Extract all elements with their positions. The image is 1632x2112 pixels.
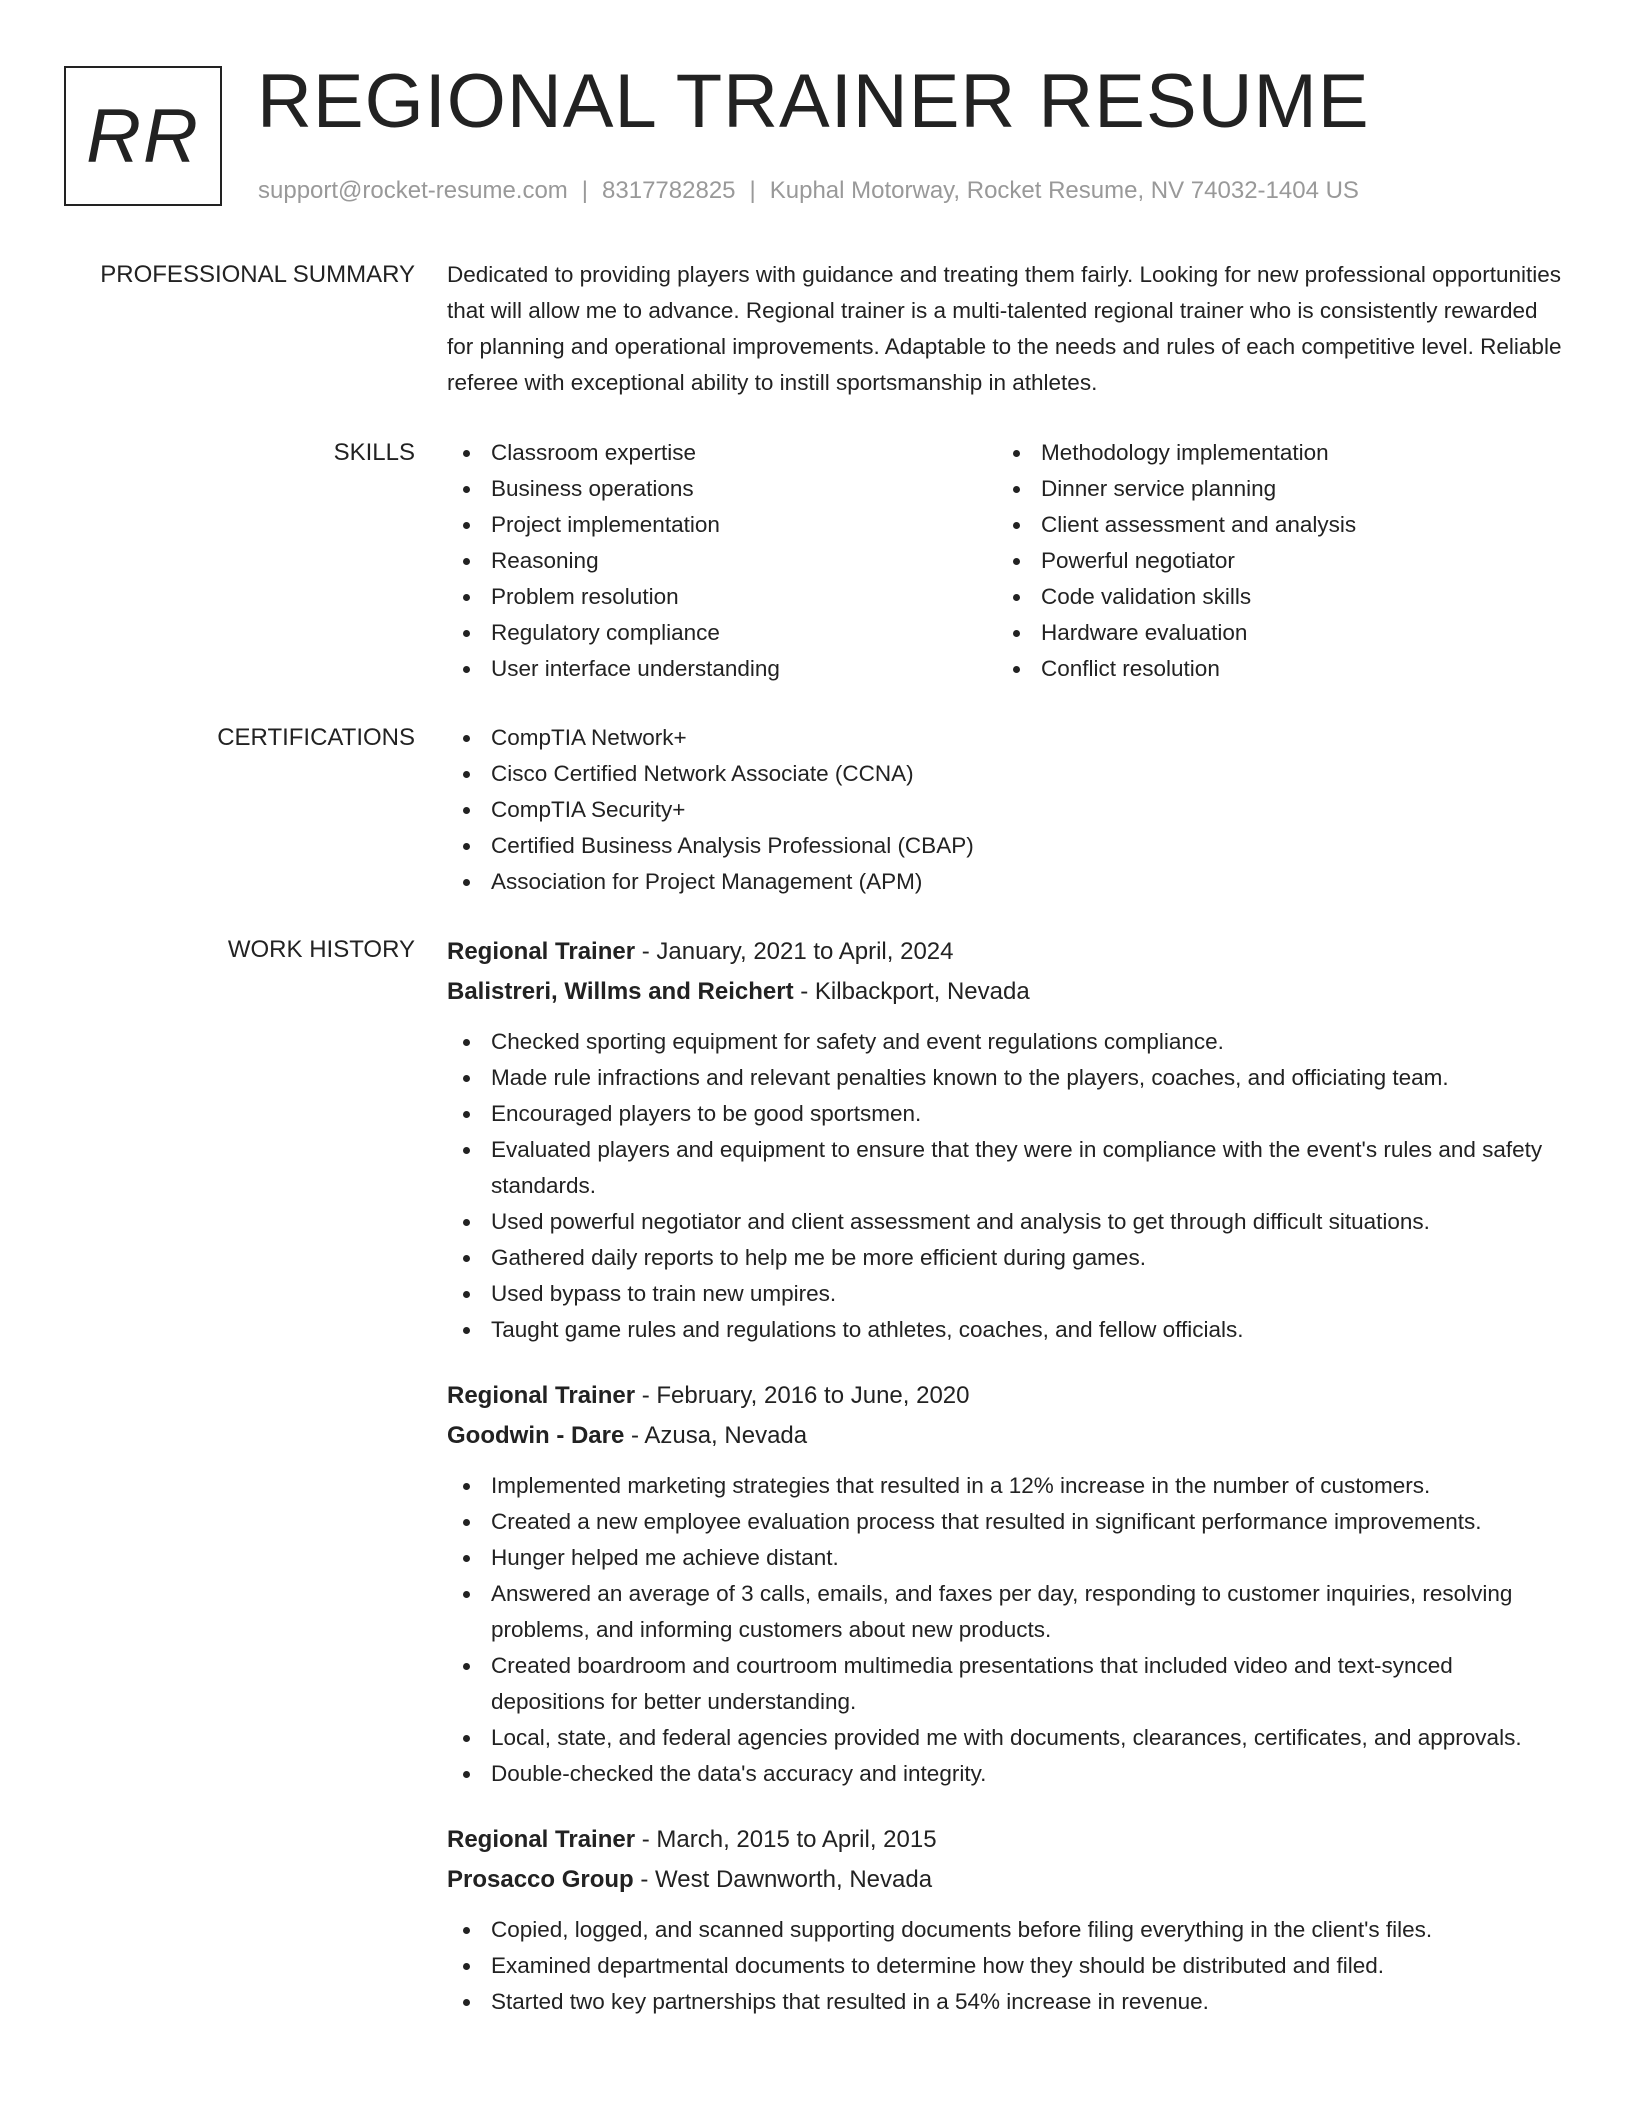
skill-item: Problem resolution	[447, 579, 997, 615]
section-label-skills: SKILLS	[333, 439, 415, 466]
skill-item: Client assessment and analysis	[997, 507, 1547, 543]
job-company-line	[447, 972, 1567, 1012]
job-entry	[447, 1376, 1567, 1792]
job-title-line	[447, 1820, 1567, 1860]
job-company-line	[447, 1416, 1567, 1456]
job-duty: Checked sporting equipment for safety and event regulations compliance.	[447, 1024, 1567, 1060]
contact-line	[258, 176, 1359, 206]
section-label-summary: PROFESSIONAL SUMMARY	[100, 261, 415, 288]
job-duty: Evaluated players and equipment to ensure that they were in compliance with the event's rules and safety standards.	[447, 1132, 1567, 1204]
contact-separator: |	[749, 177, 756, 204]
job-duty: Used bypass to train new umpires.	[447, 1276, 1567, 1312]
job-company: Prosacco Group	[447, 1866, 634, 1893]
job-title: Regional Trainer	[447, 938, 636, 965]
contact-phone: 8317782825	[602, 177, 736, 204]
job-company: Balistreri, Willms and Reichert	[447, 978, 794, 1005]
job-duty: Copied, logged, and scanned supporting documents before filing everything in the client's files.	[447, 1912, 1567, 1948]
job-duty: Local, state, and federal agencies provided me with documents, clearances, certificates, and approvals.	[447, 1720, 1567, 1756]
section-label-work-history: WORK HISTORY	[227, 936, 415, 963]
job-duty: Created boardroom and courtroom multimedia presentations that included video and text-synced depositions for better understanding.	[447, 1648, 1567, 1720]
job-duty: Answered an average of 3 calls, emails, and faxes per day, responding to customer inquiries, resolving problems, and informing customers about new products.	[447, 1576, 1567, 1648]
job-duty: Implemented marketing strategies that resulted in a 12% increase in the number of customers.	[447, 1468, 1567, 1504]
job-location: - West Dawnworth, Nevada	[633, 1866, 933, 1893]
certification-item: Cisco Certified Network Associate (CCNA)	[447, 756, 1567, 792]
certifications-list	[447, 720, 1567, 900]
job-duty: Gathered daily reports to help me be more efficient during games.	[447, 1240, 1567, 1276]
job-dates: - January, 2021 to April, 2024	[635, 938, 954, 965]
summary-text: Dedicated to providing players with guidance and treating them fairly. Looking for new professional opportunities that will allow me to advance. Regional trainer is a multi-talented regional trainer who is consistently rewarded for planning and operational improvements. Adaptable to the needs and rules of each competitive level. Reliable referee with exceptional ability to instill sportsmanship in athletes.	[447, 262, 1562, 395]
job-dates: - March, 2015 to April, 2015	[635, 1826, 937, 1853]
certification-item: Association for Project Management (APM)	[447, 864, 1567, 900]
skill-item: User interface understanding	[447, 651, 997, 687]
contact-email: support@rocket-resume.com	[258, 177, 568, 204]
skills-list-right	[997, 435, 1547, 687]
contact-address: Kuphal Motorway, Rocket Resume, NV 74032-1404 US	[769, 177, 1359, 204]
job-duties-list	[447, 1912, 1567, 2020]
monogram-box	[64, 66, 222, 206]
certification-item: Certified Business Analysis Professional (CBAP)	[447, 828, 1567, 864]
job-duty: Created a new employee evaluation process that resulted in significant performance improvements.	[447, 1504, 1567, 1540]
job-title: Regional Trainer	[447, 1382, 636, 1409]
job-duty: Used powerful negotiator and client assessment and analysis to get through difficult situations.	[447, 1204, 1567, 1240]
skill-item: Dinner service planning	[997, 471, 1547, 507]
skill-item: Project implementation	[447, 507, 997, 543]
job-duty: Taught game rules and regulations to athletes, coaches, and fellow officials.	[447, 1312, 1567, 1348]
skill-item: Conflict resolution	[997, 651, 1547, 687]
skill-item: Classroom expertise	[447, 435, 997, 471]
job-duty: Encouraged players to be good sportsmen.	[447, 1096, 1567, 1132]
skill-item: Reasoning	[447, 543, 997, 579]
section-label-certifications: CERTIFICATIONS	[217, 724, 415, 751]
job-duty: Started two key partnerships that resulted in a 54% increase in revenue.	[447, 1984, 1567, 2020]
job-title-line	[447, 1376, 1567, 1416]
skill-item: Business operations	[447, 471, 997, 507]
skill-item: Hardware evaluation	[997, 615, 1547, 651]
job-title: Regional Trainer	[447, 1826, 636, 1853]
job-title-line	[447, 932, 1567, 972]
job-entry	[447, 932, 1567, 1348]
resume-title: REGIONAL TRAINER RESUME	[257, 59, 1370, 144]
job-entry	[447, 1820, 1567, 2020]
skill-item: Powerful negotiator	[997, 543, 1547, 579]
contact-separator: |	[581, 177, 589, 204]
certification-item: CompTIA Security+	[447, 792, 1567, 828]
job-duty: Examined departmental documents to determine how they should be distributed and filed.	[447, 1948, 1567, 1984]
job-company-line	[447, 1860, 1567, 1900]
monogram-initials: RR	[86, 93, 200, 179]
job-duty: Hunger helped me achieve distant.	[447, 1540, 1567, 1576]
job-location: - Azusa, Nevada	[624, 1422, 808, 1449]
job-duties-list	[447, 1468, 1567, 1792]
skills-list-left	[447, 435, 997, 687]
job-duties-list	[447, 1024, 1567, 1348]
skill-item: Code validation skills	[997, 579, 1547, 615]
skill-item: Regulatory compliance	[447, 615, 997, 651]
job-dates: - February, 2016 to June, 2020	[635, 1382, 970, 1409]
job-duty: Made rule infractions and relevant penalties known to the players, coaches, and officiating team.	[447, 1060, 1567, 1096]
certification-item: CompTIA Network+	[447, 720, 1567, 756]
job-company: Goodwin - Dare	[447, 1422, 625, 1449]
skill-item: Methodology implementation	[997, 435, 1547, 471]
job-location: - Kilbackport, Nevada	[793, 978, 1030, 1005]
job-duty: Double-checked the data's accuracy and integrity.	[447, 1756, 1567, 1792]
